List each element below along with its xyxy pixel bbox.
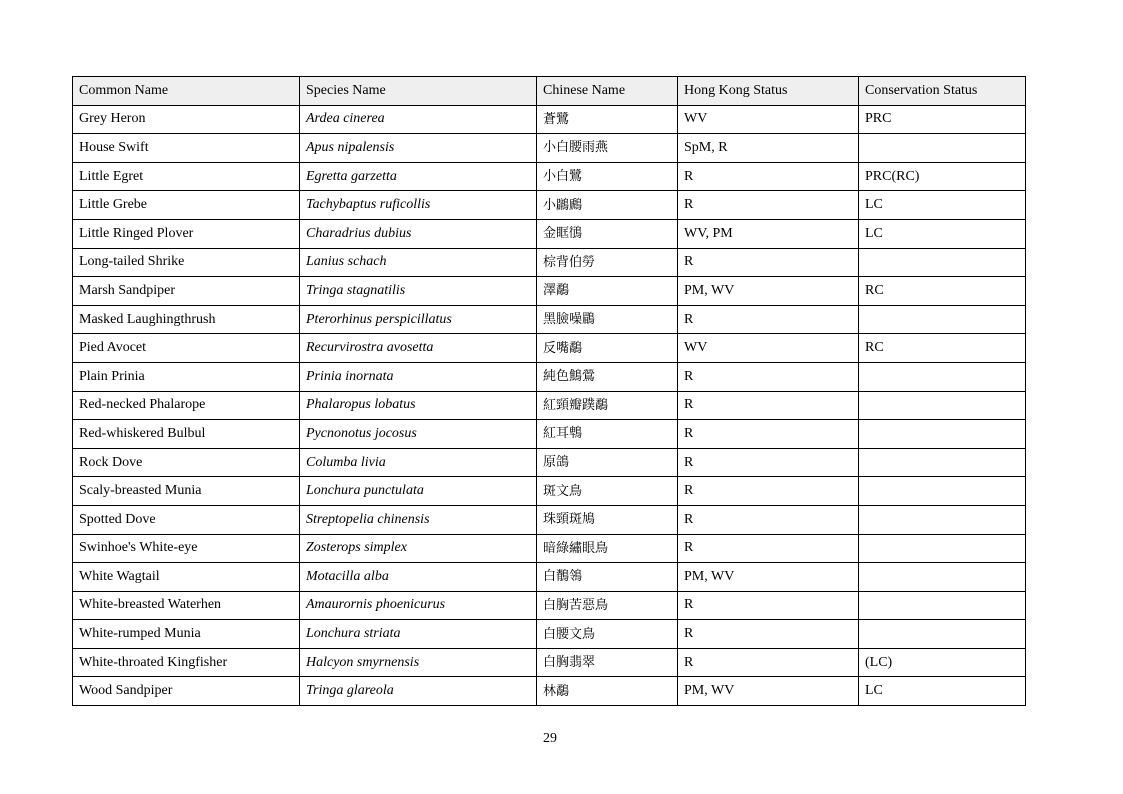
species-name-cell: Charadrius dubius — [300, 219, 537, 248]
common-name-cell: Long-tailed Shrike — [73, 248, 300, 277]
table-row — [73, 134, 1026, 163]
conservation-status-cell — [859, 248, 1026, 277]
species-name-cell: Tringa glareola — [300, 677, 537, 706]
table-row — [73, 191, 1026, 220]
conservation-status-cell: (LC) — [859, 648, 1026, 677]
table-row — [73, 162, 1026, 191]
conservation-status-cell: RC — [859, 334, 1026, 363]
chinese-name-cell: 紅耳鵯 — [537, 420, 678, 449]
hong-kong-status-cell: R — [678, 448, 859, 477]
hong-kong-status-cell: R — [678, 505, 859, 534]
hong-kong-status-cell: R — [678, 391, 859, 420]
hong-kong-status-cell: R — [678, 305, 859, 334]
table-row — [73, 420, 1026, 449]
table-row — [73, 334, 1026, 363]
common-name-cell: House Swift — [73, 134, 300, 163]
species-name-cell: Zosterops simplex — [300, 534, 537, 563]
species-name-cell: Halcyon smyrnensis — [300, 648, 537, 677]
conservation-status-cell: RC — [859, 277, 1026, 306]
page-number: 29 — [543, 731, 557, 746]
table-row — [73, 591, 1026, 620]
table-row — [73, 648, 1026, 677]
species-name-cell: Recurvirostra avosetta — [300, 334, 537, 363]
species-name-cell: Motacilla alba — [300, 563, 537, 592]
common-name-cell: Pied Avocet — [73, 334, 300, 363]
chinese-name-cell: 反嘴鷸 — [537, 334, 678, 363]
species-name-cell: Amaurornis phoenicurus — [300, 591, 537, 620]
chinese-name-cell: 白胸苦惡鳥 — [537, 591, 678, 620]
chinese-name-cell: 林鷸 — [537, 677, 678, 706]
header-conservation-status: Conservation Status — [859, 77, 1026, 106]
hong-kong-status-cell: R — [678, 620, 859, 649]
bird-species-table — [72, 76, 1026, 706]
header-common-name: Common Name — [73, 77, 300, 106]
conservation-status-cell: LC — [859, 677, 1026, 706]
species-name-cell: Phalaropus lobatus — [300, 391, 537, 420]
conservation-status-cell — [859, 591, 1026, 620]
species-name-cell: Tachybaptus ruficollis — [300, 191, 537, 220]
table-row — [73, 477, 1026, 506]
common-name-cell: Red-whiskered Bulbul — [73, 420, 300, 449]
species-name-cell: Lanius schach — [300, 248, 537, 277]
hong-kong-status-cell: R — [678, 248, 859, 277]
common-name-cell: Plain Prinia — [73, 362, 300, 391]
common-name-cell: Grey Heron — [73, 105, 300, 134]
table-row — [73, 219, 1026, 248]
table-row — [73, 248, 1026, 277]
conservation-status-cell: LC — [859, 191, 1026, 220]
conservation-status-cell — [859, 391, 1026, 420]
hong-kong-status-cell: R — [678, 534, 859, 563]
chinese-name-cell: 棕背伯勞 — [537, 248, 678, 277]
conservation-status-cell: PRC — [859, 105, 1026, 134]
common-name-cell: Scaly-breasted Munia — [73, 477, 300, 506]
hong-kong-status-cell: PM, WV — [678, 563, 859, 592]
chinese-name-cell: 紅頸瓣蹼鷸 — [537, 391, 678, 420]
common-name-cell: White Wagtail — [73, 563, 300, 592]
chinese-name-cell: 澤鷸 — [537, 277, 678, 306]
table-row — [73, 277, 1026, 306]
conservation-status-cell — [859, 448, 1026, 477]
common-name-cell: White-rumped Munia — [73, 620, 300, 649]
hong-kong-status-cell: PM, WV — [678, 677, 859, 706]
species-name-cell: Columba livia — [300, 448, 537, 477]
common-name-cell: Masked Laughingthrush — [73, 305, 300, 334]
common-name-cell: White-throated Kingfisher — [73, 648, 300, 677]
table-row — [73, 105, 1026, 134]
hong-kong-status-cell: R — [678, 591, 859, 620]
species-name-cell: Lonchura striata — [300, 620, 537, 649]
species-name-cell: Tringa stagnatilis — [300, 277, 537, 306]
chinese-name-cell: 黑臉噪鶥 — [537, 305, 678, 334]
common-name-cell: Little Egret — [73, 162, 300, 191]
species-name-cell: Pycnonotus jocosus — [300, 420, 537, 449]
species-name-cell: Prinia inornata — [300, 362, 537, 391]
table-header-row — [73, 77, 1026, 106]
hong-kong-status-cell: R — [678, 648, 859, 677]
hong-kong-status-cell: WV — [678, 105, 859, 134]
chinese-name-cell: 小白鷺 — [537, 162, 678, 191]
hong-kong-status-cell: R — [678, 420, 859, 449]
table-row — [73, 505, 1026, 534]
species-name-cell: Apus nipalensis — [300, 134, 537, 163]
conservation-status-cell — [859, 134, 1026, 163]
chinese-name-cell: 金眶鴴 — [537, 219, 678, 248]
species-name-cell: Ardea cinerea — [300, 105, 537, 134]
header-species-name: Species Name — [300, 77, 537, 106]
table-row — [73, 534, 1026, 563]
common-name-cell: Red-necked Phalarope — [73, 391, 300, 420]
table-row — [73, 448, 1026, 477]
conservation-status-cell — [859, 505, 1026, 534]
header-hong-kong-status: Hong Kong Status — [678, 77, 859, 106]
table-row — [73, 620, 1026, 649]
common-name-cell: Marsh Sandpiper — [73, 277, 300, 306]
chinese-name-cell: 蒼鷺 — [537, 105, 678, 134]
table-row — [73, 305, 1026, 334]
chinese-name-cell: 白胸翡翠 — [537, 648, 678, 677]
conservation-status-cell — [859, 362, 1026, 391]
conservation-status-cell — [859, 477, 1026, 506]
conservation-status-cell — [859, 534, 1026, 563]
common-name-cell: White-breasted Waterhen — [73, 591, 300, 620]
conservation-status-cell — [859, 563, 1026, 592]
table-row — [73, 563, 1026, 592]
hong-kong-status-cell: R — [678, 191, 859, 220]
chinese-name-cell: 暗綠繡眼鳥 — [537, 534, 678, 563]
common-name-cell: Swinhoe's White-eye — [73, 534, 300, 563]
table-row — [73, 391, 1026, 420]
conservation-status-cell: PRC(RC) — [859, 162, 1026, 191]
chinese-name-cell: 小白腰雨燕 — [537, 134, 678, 163]
hong-kong-status-cell: WV, PM — [678, 219, 859, 248]
hong-kong-status-cell: R — [678, 162, 859, 191]
common-name-cell: Wood Sandpiper — [73, 677, 300, 706]
chinese-name-cell: 白腰文鳥 — [537, 620, 678, 649]
conservation-status-cell: LC — [859, 219, 1026, 248]
conservation-status-cell — [859, 420, 1026, 449]
conservation-status-cell — [859, 305, 1026, 334]
common-name-cell: Little Ringed Plover — [73, 219, 300, 248]
chinese-name-cell: 斑文鳥 — [537, 477, 678, 506]
common-name-cell: Spotted Dove — [73, 505, 300, 534]
table-row — [73, 362, 1026, 391]
hong-kong-status-cell: SpM, R — [678, 134, 859, 163]
table-header — [73, 77, 1026, 106]
hong-kong-status-cell: R — [678, 477, 859, 506]
common-name-cell: Little Grebe — [73, 191, 300, 220]
species-name-cell: Pterorhinus perspicillatus — [300, 305, 537, 334]
species-name-cell: Egretta garzetta — [300, 162, 537, 191]
hong-kong-status-cell: PM, WV — [678, 277, 859, 306]
species-name-cell: Streptopelia chinensis — [300, 505, 537, 534]
common-name-cell: Rock Dove — [73, 448, 300, 477]
chinese-name-cell: 原鴿 — [537, 448, 678, 477]
hong-kong-status-cell: R — [678, 362, 859, 391]
chinese-name-cell: 純色鷦鶯 — [537, 362, 678, 391]
chinese-name-cell: 白鶺鴒 — [537, 563, 678, 592]
table-body — [73, 105, 1026, 705]
chinese-name-cell: 珠頸斑鳩 — [537, 505, 678, 534]
chinese-name-cell: 小鸊鷉 — [537, 191, 678, 220]
header-chinese-name: Chinese Name — [537, 77, 678, 106]
conservation-status-cell — [859, 620, 1026, 649]
species-name-cell: Lonchura punctulata — [300, 477, 537, 506]
hong-kong-status-cell: WV — [678, 334, 859, 363]
table-row — [73, 677, 1026, 706]
